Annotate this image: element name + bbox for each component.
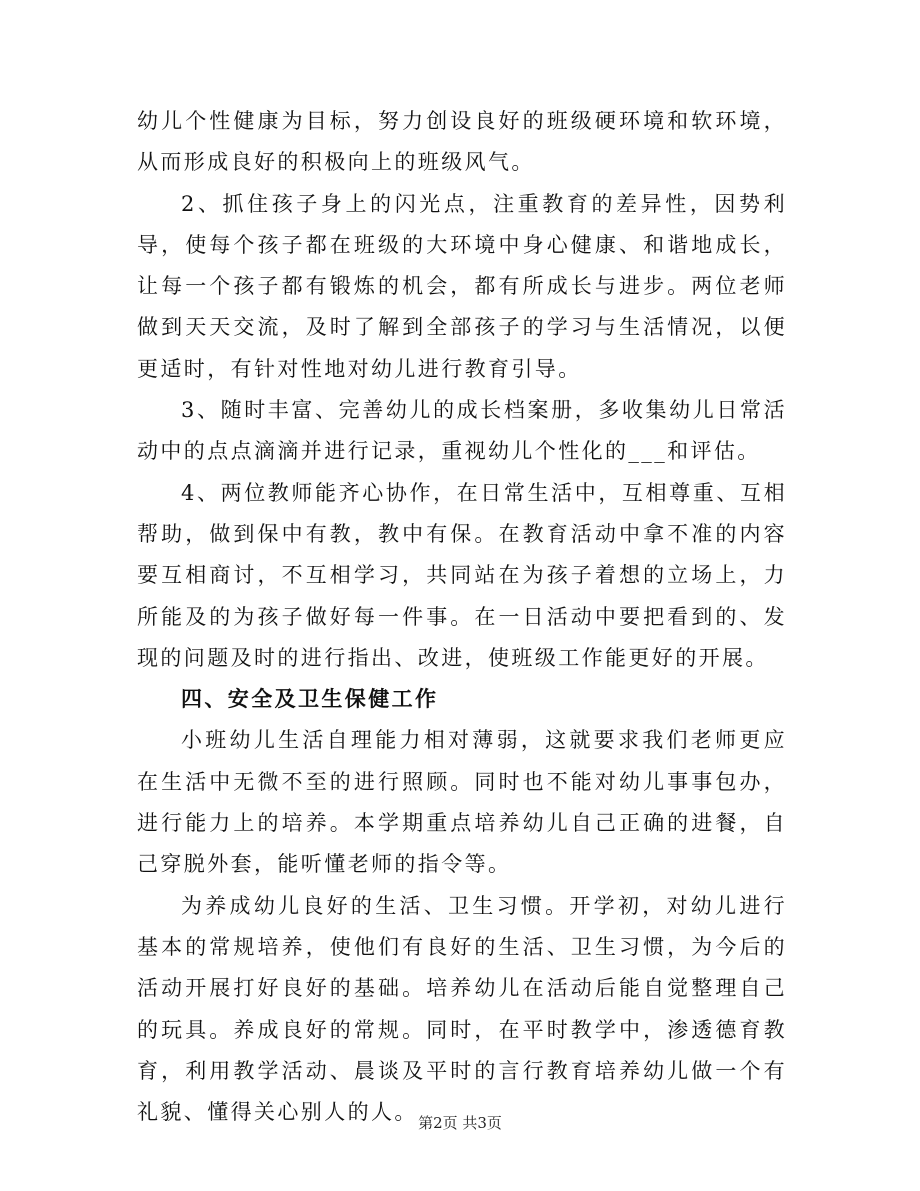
paragraph-hygiene-habits: 为养成幼儿良好的生活、卫生习惯。开学初，对幼儿进行基本的常规培养，使他们有良好的生活、卫生习惯，为今后的活动开展打好良好的基础。培养幼儿在活动后能自觉整理自己的玩具。养成良好的常规。同时，在平时教学中，渗透德育教育，利用教学活动、晨谈及平时的言行教育培养幼儿做一个有礼貌、懂得关心别人的人。 (137, 893, 787, 1125)
page-footer: 第2页 共3页 (418, 1114, 502, 1132)
paragraph-item-4: 4、两位教师能齐心协作，在日常生活中，互相尊重、互相帮助，做到保中有教，教中有保。在教育活动中拿不准的内容要互相商讨，不互相学习，共同站在为孩子着想的立场上，力所能及的为孩子做好每一件事。在一日活动中要把看到的、发现的问题及时的进行指出、改进，使班级工作能更好的开展。 (137, 480, 787, 670)
section-heading: 四、安全及卫生保健工作 (181, 687, 439, 712)
paragraph-item-2: 2、抓住孩子身上的闪光点，注重教育的差异性，因势利导，使每个孩子都在班级的大环境中身心健康、和谐地成长，让每一个孩子都有锻炼的机会，都有所成长与进步。两位老师做到天天交流，及时了解到全部孩子的学习与生活情况，以便更适时，有针对性地对幼儿进行教育引导。 (137, 191, 787, 381)
paragraph-item-3: 3、随时丰富、完善幼儿的成长档案册，多收集幼儿日常活动中的点点滴滴并进行记录，重视幼儿个性化的___和评估。 (137, 398, 787, 464)
document-body (137, 101, 787, 1133)
paragraph-continuation: 幼儿个性健康为目标，努力创设良好的班级硬环境和软环境，从而形成良好的积极向上的班级风气。 (137, 109, 787, 175)
paragraph-self-care: 小班幼儿生活自理能力相对薄弱，这就要求我们老师更应在生活中无微不至的进行照顾。同时也不能对幼儿事事包办，进行能力上的培养。本学期重点培养幼儿自己正确的进餐，自己穿脱外套，能听懂老师的指令等。 (137, 728, 787, 877)
